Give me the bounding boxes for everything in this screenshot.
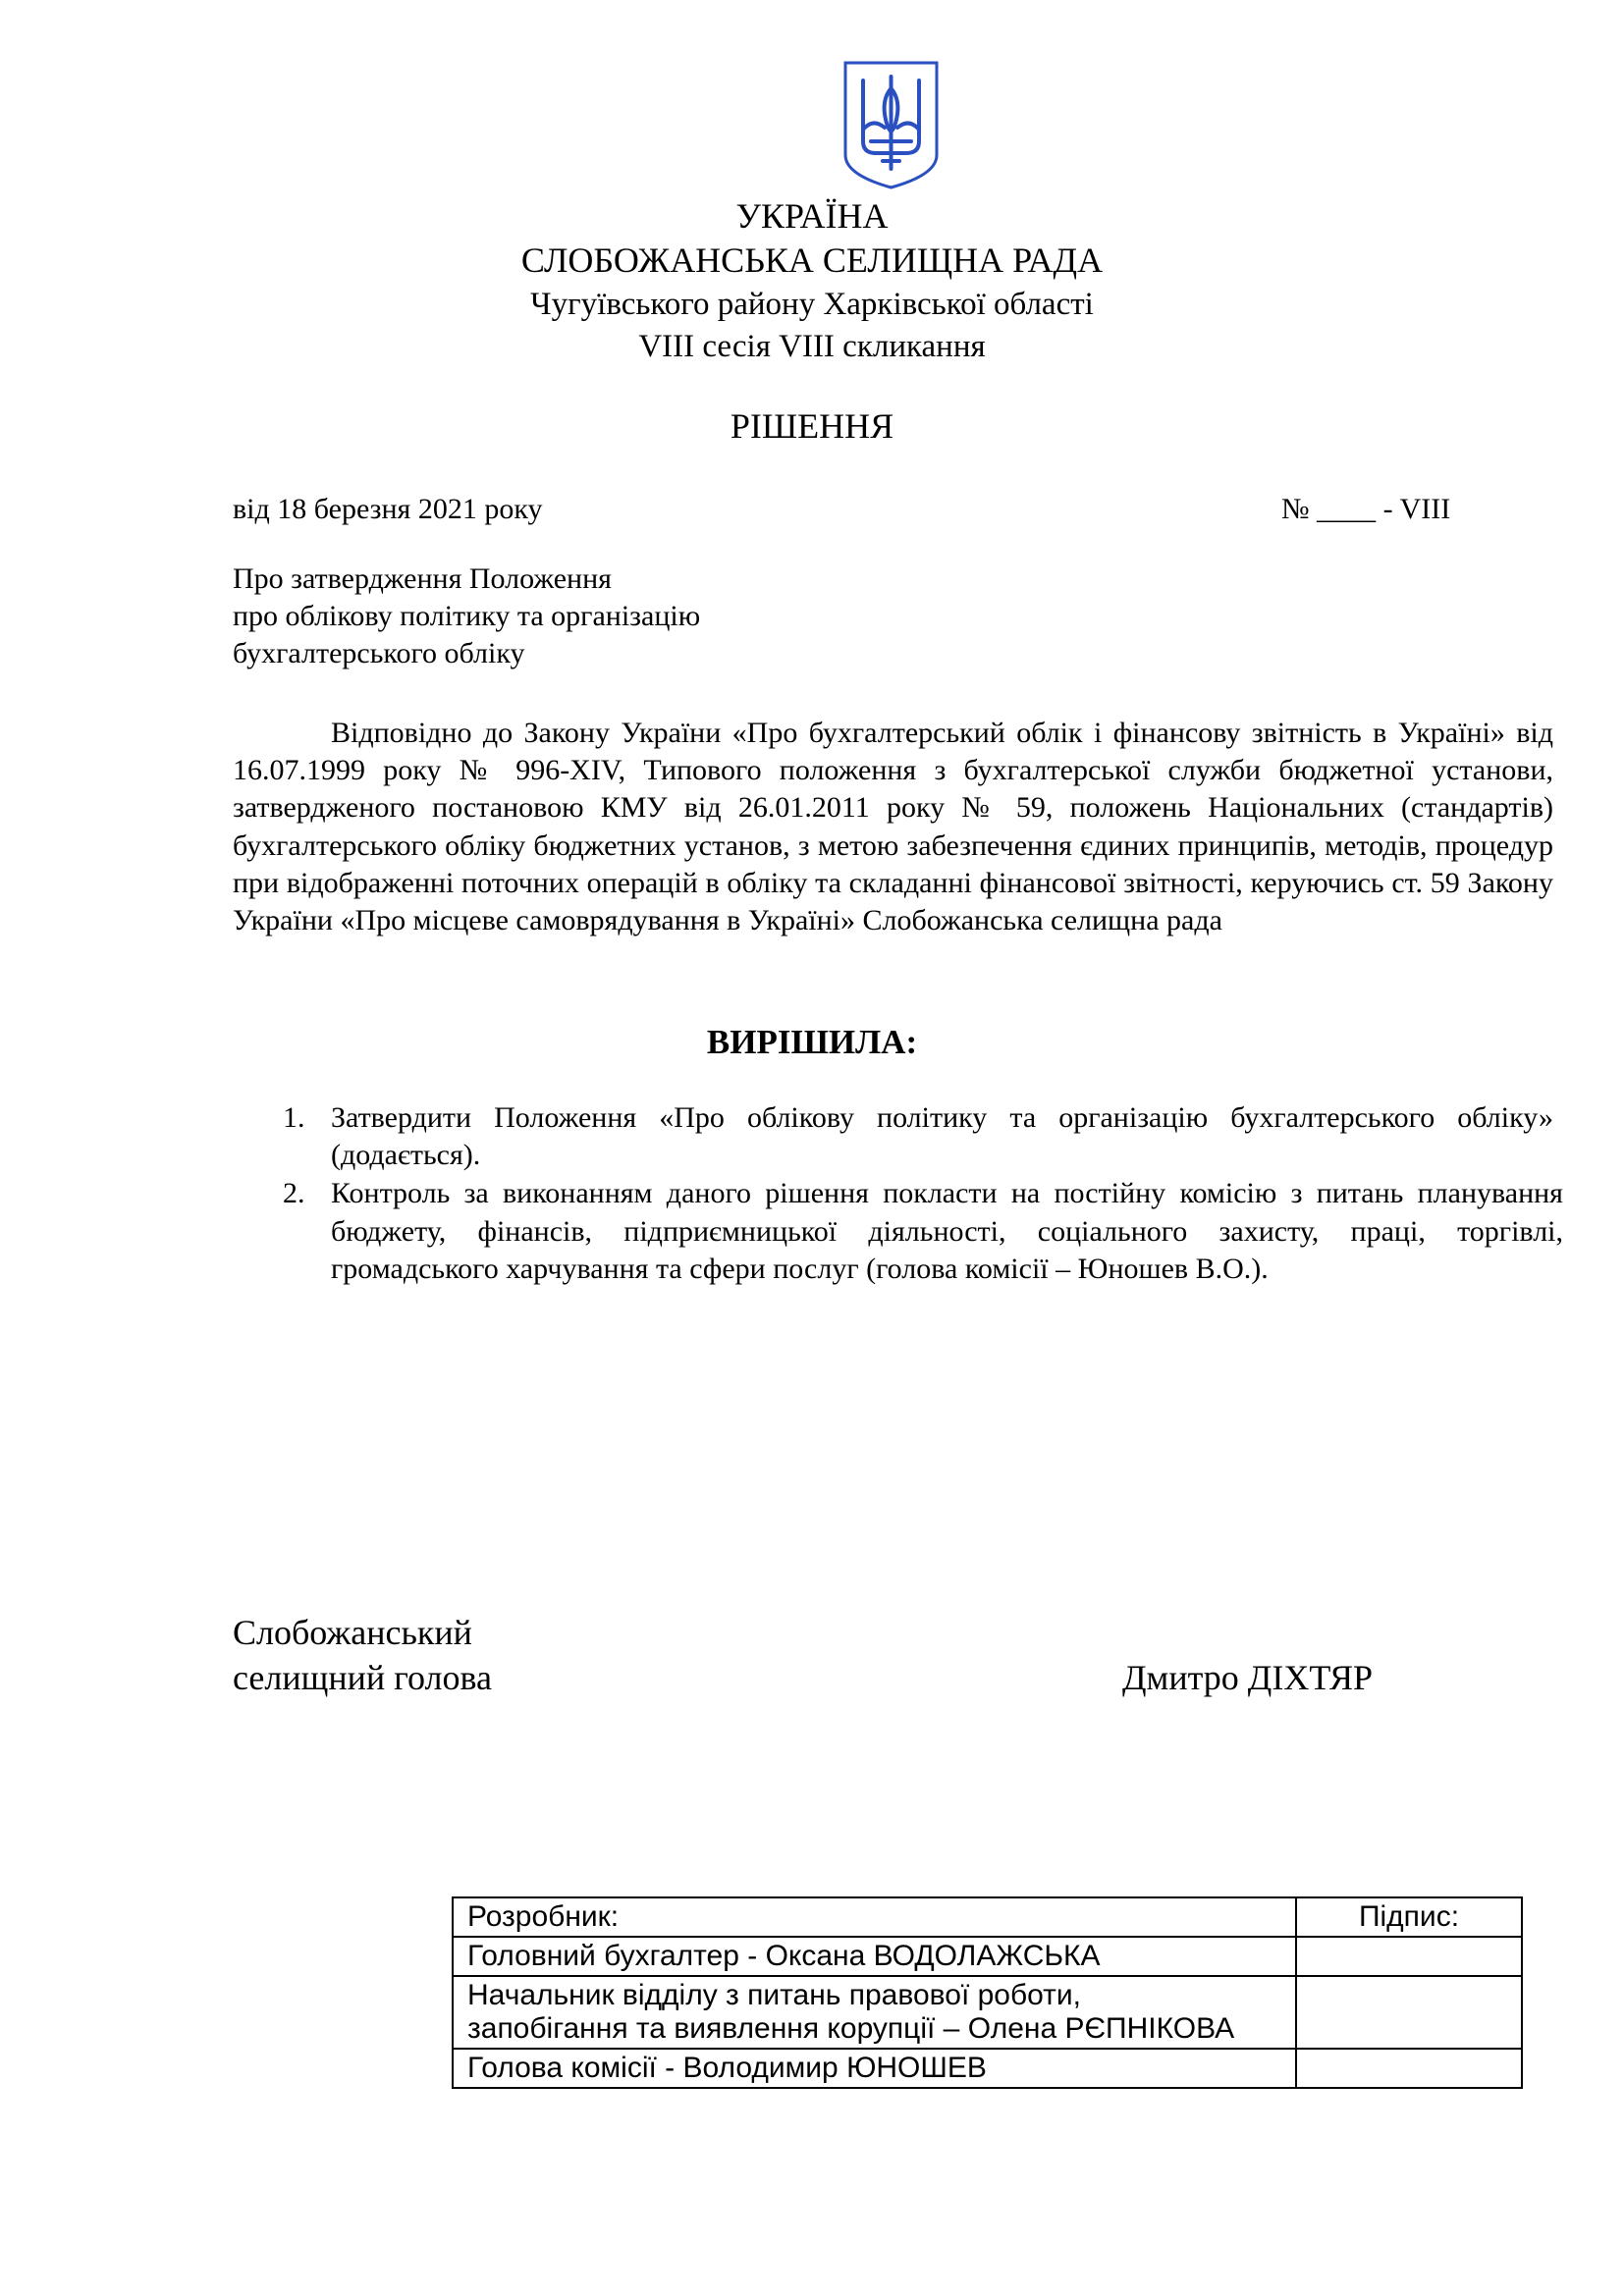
approver-cell <box>453 1976 1296 2049</box>
subject-line: бухгалтерського обліку <box>233 637 525 669</box>
approver-cell: Головний бухгалтер - Оксана ВОДОЛАЖСЬКА <box>453 1937 1296 1976</box>
signatory-position <box>233 1610 492 1700</box>
preamble-paragraph: Відповідно до Закону України «Про бухгалтерський облік і фінансову звітність в Україні» від 16.07.1999 року № 996-XIV, Типового положення з бухгалтерської служби бюджетної установи, затвердженого постановою КМУ від 26.01.2011 року № 59, положень Національних (стандартів) бухгалтерського обліку бюджетних установ, з метою забезпечення єдиних принципів, методів, процедур при відображенні поточних операцій в обліку та складанні фінансової звітності, керуючись ст. 59 Закону України «Про місцеве самоврядування в Україні» Слобожанська селищна рада <box>233 717 1553 937</box>
item-text: Затвердити Положення «Про облікову політику та організацію бухгалтерського обліку» (додається). <box>331 1101 1553 1172</box>
approvals-table <box>452 1896 1523 2089</box>
developer-header-cell: Розробник: <box>453 1897 1296 1937</box>
resolved-heading: ВИРІШИЛА: <box>706 1023 918 1061</box>
table-row <box>453 1897 1522 1937</box>
signatory-position-line: Слобожанський <box>233 1613 472 1652</box>
signatory-name: Дмитро ДІХТЯР <box>1122 1658 1373 1697</box>
resolution-item <box>233 1099 1553 1174</box>
table-row <box>453 2049 1522 2088</box>
decision-number: № ____ - VIII <box>1281 493 1451 525</box>
signature-header-cell: Підпис: <box>1296 1897 1522 1937</box>
signatory-position-line: селищний голова <box>233 1658 493 1697</box>
subject-line: про облікову політику та організацію <box>233 600 701 632</box>
document-type-title: РІШЕННЯ <box>730 406 894 446</box>
approver-line: Начальник відділу з питань правової роботи, <box>467 1979 1082 2011</box>
approver-line: запобігання та виявлення корупції – Олена РЄПНІКОВА <box>467 2012 1235 2045</box>
item-number: 1. <box>283 1101 305 1134</box>
table-row <box>453 1937 1522 1976</box>
item-number: 2. <box>283 1177 305 1210</box>
region-heading: Чугуївського району Харківської області <box>530 287 1094 322</box>
decision-date: від 18 березня 2021 року <box>233 493 543 525</box>
signature-cell <box>1296 1937 1522 1976</box>
resolution-items <box>233 1099 1563 1289</box>
resolution-item <box>233 1175 1563 1288</box>
table-row <box>453 1976 1522 2049</box>
signature-cell <box>1296 1976 1522 2049</box>
council-heading: СЛОБОЖАНСЬКА СЕЛИЩНА РАДА <box>520 240 1104 280</box>
signature-cell <box>1296 2049 1522 2088</box>
country-heading: УКРАЇНА <box>735 196 889 236</box>
item-text: Контроль за виконанням даного рішення покласти на постійну комісію з питань планування бюджету, фінансів, підприємницької діяльності, соціального захисту, праці, торгівлі, громадського харчування та сфери послуг (голова комісії – Юношев В.О.). <box>331 1177 1563 1285</box>
decision-subject <box>233 561 700 672</box>
subject-line: Про затвердження Положення <box>233 562 612 595</box>
approver-cell: Голова комісії - Володимир ЮНОШЕВ <box>453 2049 1296 2088</box>
tryzub-coat-of-arms-icon <box>841 59 941 191</box>
session-heading: VIII сесія VIII скликання <box>638 329 986 364</box>
